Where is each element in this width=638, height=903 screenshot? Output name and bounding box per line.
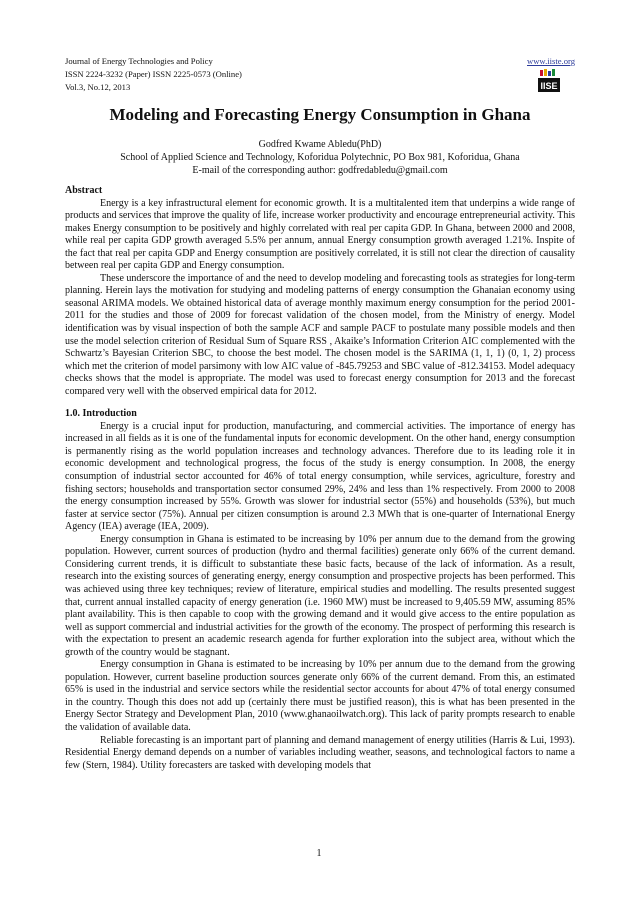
- logo-text: IISE: [540, 81, 558, 91]
- journal-url-link[interactable]: www.iiste.org: [527, 56, 575, 66]
- introduction-heading: 1.0. Introduction: [65, 408, 137, 420]
- author-block: [65, 138, 575, 177]
- page-number: 1: [316, 848, 322, 859]
- author-name: Godfred Kwame Abledu(PhD): [258, 139, 382, 150]
- journal-name: Journal of Energy Technologies and Policy: [65, 56, 213, 66]
- iiste-logo-icon: [537, 68, 561, 94]
- intro-paragraph-2: Energy consumption in Ghana is estimated to be increasing by 10% per annum due to the demand from the growing population. However, current sources of production (hydro and thermal facilities) generate only 66% of the current demand. Considering current trends, it is difficult to substantiate these basic facts, because of the lack of information. As a result, research into the existing sources of generating energy, energy consumption and prospective projects has been performed. This was achieved using three key techniques; review of literature, empirical studies and modelling. The results presented suggest that, current annual installed capacity of energy generation (i.e. 1960 MW) must be increased to 9,405.59 MW, assuming 85% plant availability. This is then capable to coop with the growing demand and it would give access to the entire population as well as support commercial and industrial activities for the growth of the economy. The prospect of performing this research is with the expectation to present an academic research agenda for further exploration into the subject area, without which the growth of the country would be stagnant.: [65, 533, 575, 658]
- abstract-paragraph-2: These underscore the importance of and the need to develop modeling and forecasting tools as strategies for long-term planning. Herein lays the motivation for studying and modeling patterns of energy consumption the Ghanaian economy using seasonal ARIMA models. We obtained historical data of average monthly maximum energy consumption for the period 2001-2011 for the studies and those of 2009 for forecast validation of the chosen model, from the Ministry of energy. Model identification was by visual inspection of both the sample ACF and sample PACF to postulate many possible models and then use the model selection criterion of Residual Sum of Square RSS , Akaike’s Information Criterion AIC complemented with the Schwartz’s Bayesian Criterion SBC, to choose the best model. The chosen model is the SARIMA (1, 1, 1) (0, 1, 2) process which met the criterion of model parsimony with low AIC value of -845.79253 and SBC value of -812.34153. Model adequacy checks shows that the model is appropriate. The model was used to forecast energy consumption for 2013 and the forecast compared very well with the observed empirical data for 2012.: [65, 272, 575, 397]
- intro-paragraph-3: Energy consumption in Ghana is estimated to be increasing by 10% per annum due to the demand from the growing population. However, current baseline production sources generate only 66% of the current demand. From this, an estimated 65% is used in the industrial and service sectors while the residential sector accounts for about 47% of total energy consumed in the country. Though this does not add up (certainly there must be justified reason), this is what has been presented in the Energy Sector Strategy and Development Plan, 2010 (www.ghanaoilwatch.org). This lack of parity prompts research to enable the validation of available data.: [65, 659, 575, 733]
- abstract-heading: Abstract: [65, 185, 103, 196]
- journal-header: [65, 55, 575, 94]
- intro-paragraph-1: Energy is a crucial input for production, manufacturing, and commercial activities. The importance of energy has increased in all fields as it is one of the fundamental inputs for economic development. On the other hand, energy consumption is permanently rising as the world population increases and technology advances. Therefore due to its leading role it in economic development and technological progress, the focus of the study is energy consumption. In 2008, the energy consumption of industrial sector accounted for 46% of total energy consumption, while services, agriculture, forestry and fishing sectors; households and transportation sector consumed 29%, 24% and less than 1% respectively. From 2000 to 2008 the energy consumption increased by 55%. Growth was slower for industrial sector (55%) and households (53%), but much faster at service sector (75%). Annual per citizen consumption is around 2.3 MWh that is one-quarter of International Energy Agency (IEA) average (IEA, 2009).: [65, 420, 575, 533]
- journal-volume: Vol.3, No.12, 2013: [65, 82, 131, 92]
- intro-paragraph-4: Reliable forecasting is an important part of planning and demand management of energy utilities (Harris & Lui, 1993). Residential Energy demand depends on a number of variables including weather, seasons, and technological factors to name a few (Stern, 1984). Utility forecasters are tasked with developing models that: [65, 734, 575, 771]
- section-gap: [65, 398, 575, 408]
- paper-title: Modeling and Forecasting Energy Consumption in Ghana: [109, 105, 531, 124]
- paper-body: [65, 185, 575, 772]
- journal-issn: ISSN 2224-3232 (Paper) ISSN 2225-0573 (Online): [65, 69, 242, 79]
- abstract-paragraph-1: Energy is a key infrastructural element for economic growth. It is a multitalented item that underpins a wide range of products and services that improve the quality of life, increase worker productivity and encourage entrepreneurial activity. This makes Energy consumption to be positively and highly correlated with real per capita GDP. In Ghana, between 2000 and 2008, while real per capita GDP growth averaged 5.5% per annum, annual Energy consumption growth averaged 1.21%. Inspite of the fact that real per capita GDP and Energy consumption are positively correlated, it is still not clear the direction of causality between real per capita GDP and Energy consumption.: [65, 197, 575, 272]
- author-email: E-mail of the corresponding author: godfredabledu@gmail.com: [192, 165, 448, 176]
- author-affiliation: School of Applied Science and Technology, Koforidua Polytechnic, PO Box 981, Koforidua, Ghana: [120, 152, 520, 163]
